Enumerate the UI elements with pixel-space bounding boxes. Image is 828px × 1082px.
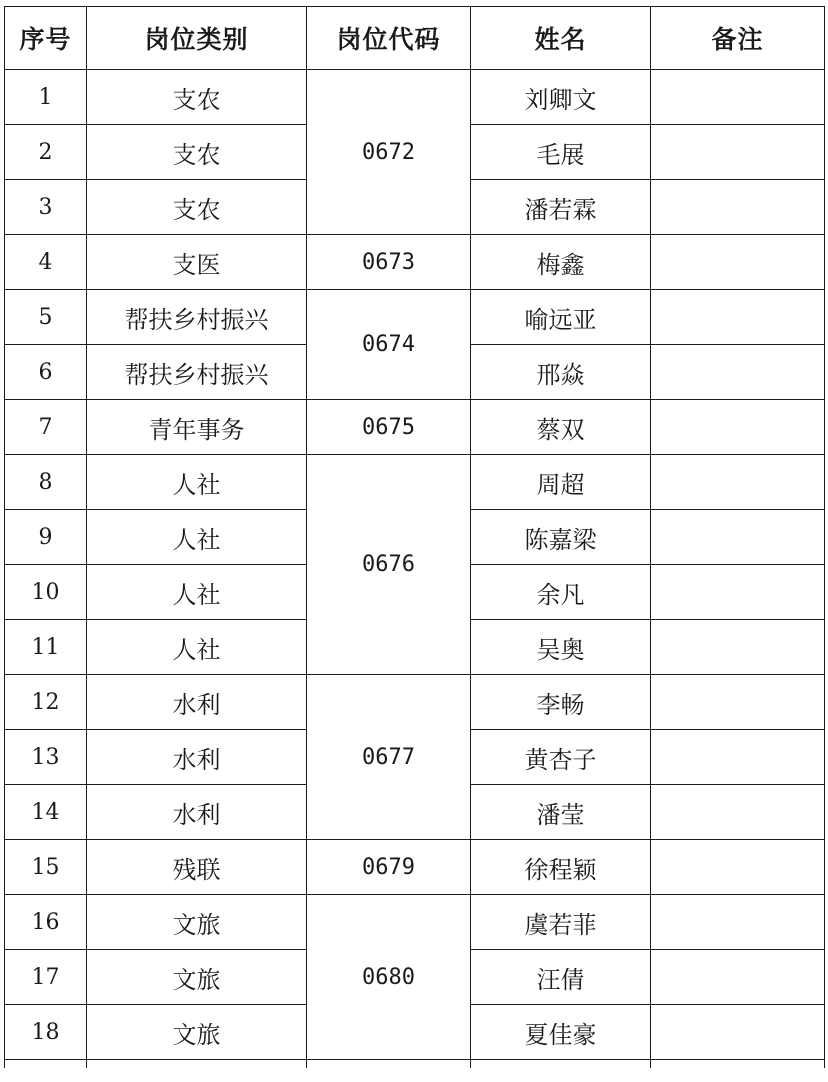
row-index-cell: 6 xyxy=(5,345,87,400)
position-category-cell: 文旅 xyxy=(87,1005,307,1060)
position-category-cell: 青年事务 xyxy=(87,400,307,455)
remark-cell xyxy=(651,180,825,235)
table-row xyxy=(5,675,825,730)
position-category-cell: 人社 xyxy=(87,510,307,565)
person-name-cell: 夏佳豪 xyxy=(471,1005,651,1060)
person-name-cell: 吴奥 xyxy=(471,620,651,675)
position-category-cell: 文旅 xyxy=(87,950,307,1005)
row-index-cell: 16 xyxy=(5,895,87,950)
remark-cell xyxy=(651,290,825,345)
person-name-cell: 邢焱 xyxy=(471,345,651,400)
remark-cell xyxy=(651,235,825,290)
person-name-cell: 刘卿文 xyxy=(471,70,651,125)
cutoff-cell xyxy=(5,1060,87,1069)
remark-cell xyxy=(651,400,825,455)
position-category-cell: 支医 xyxy=(87,235,307,290)
remark-cell xyxy=(651,125,825,180)
cutoff-cell xyxy=(87,1060,307,1069)
header-name: 姓名 xyxy=(471,7,651,70)
row-index-cell: 8 xyxy=(5,455,87,510)
table-row xyxy=(5,895,825,950)
row-index-cell: 2 xyxy=(5,125,87,180)
person-name-cell: 喻远亚 xyxy=(471,290,651,345)
position-category-cell: 文旅 xyxy=(87,895,307,950)
person-name-cell: 黄杏子 xyxy=(471,730,651,785)
header-category: 岗位类别 xyxy=(87,7,307,70)
row-index-cell: 10 xyxy=(5,565,87,620)
personnel-table xyxy=(4,6,825,1068)
row-index-cell: 18 xyxy=(5,1005,87,1060)
row-index-cell: 12 xyxy=(5,675,87,730)
remark-cell xyxy=(651,785,825,840)
remark-cell xyxy=(651,455,825,510)
row-index-cell: 13 xyxy=(5,730,87,785)
row-index-cell: 15 xyxy=(5,840,87,895)
table-row xyxy=(5,235,825,290)
position-category-cell: 残联 xyxy=(87,840,307,895)
position-code-cell: 0677 xyxy=(307,675,471,840)
position-code-cell: 0672 xyxy=(307,70,471,235)
row-index-cell: 4 xyxy=(5,235,87,290)
table-row xyxy=(5,455,825,510)
table-row xyxy=(5,290,825,345)
remark-cell xyxy=(651,950,825,1005)
remark-cell xyxy=(651,1005,825,1060)
row-index-cell: 9 xyxy=(5,510,87,565)
position-code-cell: 0675 xyxy=(307,400,471,455)
remark-cell xyxy=(651,840,825,895)
position-code-cell: 0680 xyxy=(307,895,471,1060)
position-category-cell: 水利 xyxy=(87,785,307,840)
remark-cell xyxy=(651,565,825,620)
table-row-cutoff xyxy=(5,1060,825,1069)
remark-cell xyxy=(651,730,825,785)
table-body xyxy=(5,70,825,1069)
row-index-cell: 17 xyxy=(5,950,87,1005)
row-index-cell: 3 xyxy=(5,180,87,235)
person-name-cell: 虞若菲 xyxy=(471,895,651,950)
position-category-cell: 水利 xyxy=(87,730,307,785)
remark-cell xyxy=(651,510,825,565)
row-index-cell: 7 xyxy=(5,400,87,455)
position-category-cell: 支农 xyxy=(87,70,307,125)
remark-cell xyxy=(651,70,825,125)
row-index-cell: 14 xyxy=(5,785,87,840)
row-index-cell: 1 xyxy=(5,70,87,125)
position-category-cell: 水利 xyxy=(87,675,307,730)
position-category-cell: 支农 xyxy=(87,125,307,180)
position-code-cell: 0673 xyxy=(307,235,471,290)
position-category-cell: 帮扶乡村振兴 xyxy=(87,345,307,400)
position-category-cell: 帮扶乡村振兴 xyxy=(87,290,307,345)
position-category-cell: 支农 xyxy=(87,180,307,235)
header-index: 序号 xyxy=(5,7,87,70)
person-name-cell: 潘若霖 xyxy=(471,180,651,235)
remark-cell xyxy=(651,345,825,400)
remark-cell xyxy=(651,895,825,950)
position-category-cell: 人社 xyxy=(87,620,307,675)
table-row xyxy=(5,70,825,125)
person-name-cell: 周超 xyxy=(471,455,651,510)
table-row xyxy=(5,400,825,455)
person-name-cell: 余凡 xyxy=(471,565,651,620)
person-name-cell: 蔡双 xyxy=(471,400,651,455)
person-name-cell: 陈嘉梁 xyxy=(471,510,651,565)
position-category-cell: 人社 xyxy=(87,565,307,620)
cutoff-cell xyxy=(307,1060,471,1069)
row-index-cell: 5 xyxy=(5,290,87,345)
table-row xyxy=(5,840,825,895)
header-code: 岗位代码 xyxy=(307,7,471,70)
position-code-cell: 0679 xyxy=(307,840,471,895)
position-code-cell: 0676 xyxy=(307,455,471,675)
row-index-cell: 11 xyxy=(5,620,87,675)
remark-cell xyxy=(651,620,825,675)
person-name-cell: 李畅 xyxy=(471,675,651,730)
cutoff-cell xyxy=(471,1060,651,1069)
person-name-cell: 梅鑫 xyxy=(471,235,651,290)
person-name-cell: 潘莹 xyxy=(471,785,651,840)
person-name-cell: 毛展 xyxy=(471,125,651,180)
person-name-cell: 汪倩 xyxy=(471,950,651,1005)
header-remark: 备注 xyxy=(651,7,825,70)
person-name-cell: 徐程颖 xyxy=(471,840,651,895)
cutoff-cell xyxy=(651,1060,825,1069)
header-row xyxy=(5,7,825,70)
position-code-cell: 0674 xyxy=(307,290,471,400)
position-category-cell: 人社 xyxy=(87,455,307,510)
remark-cell xyxy=(651,675,825,730)
